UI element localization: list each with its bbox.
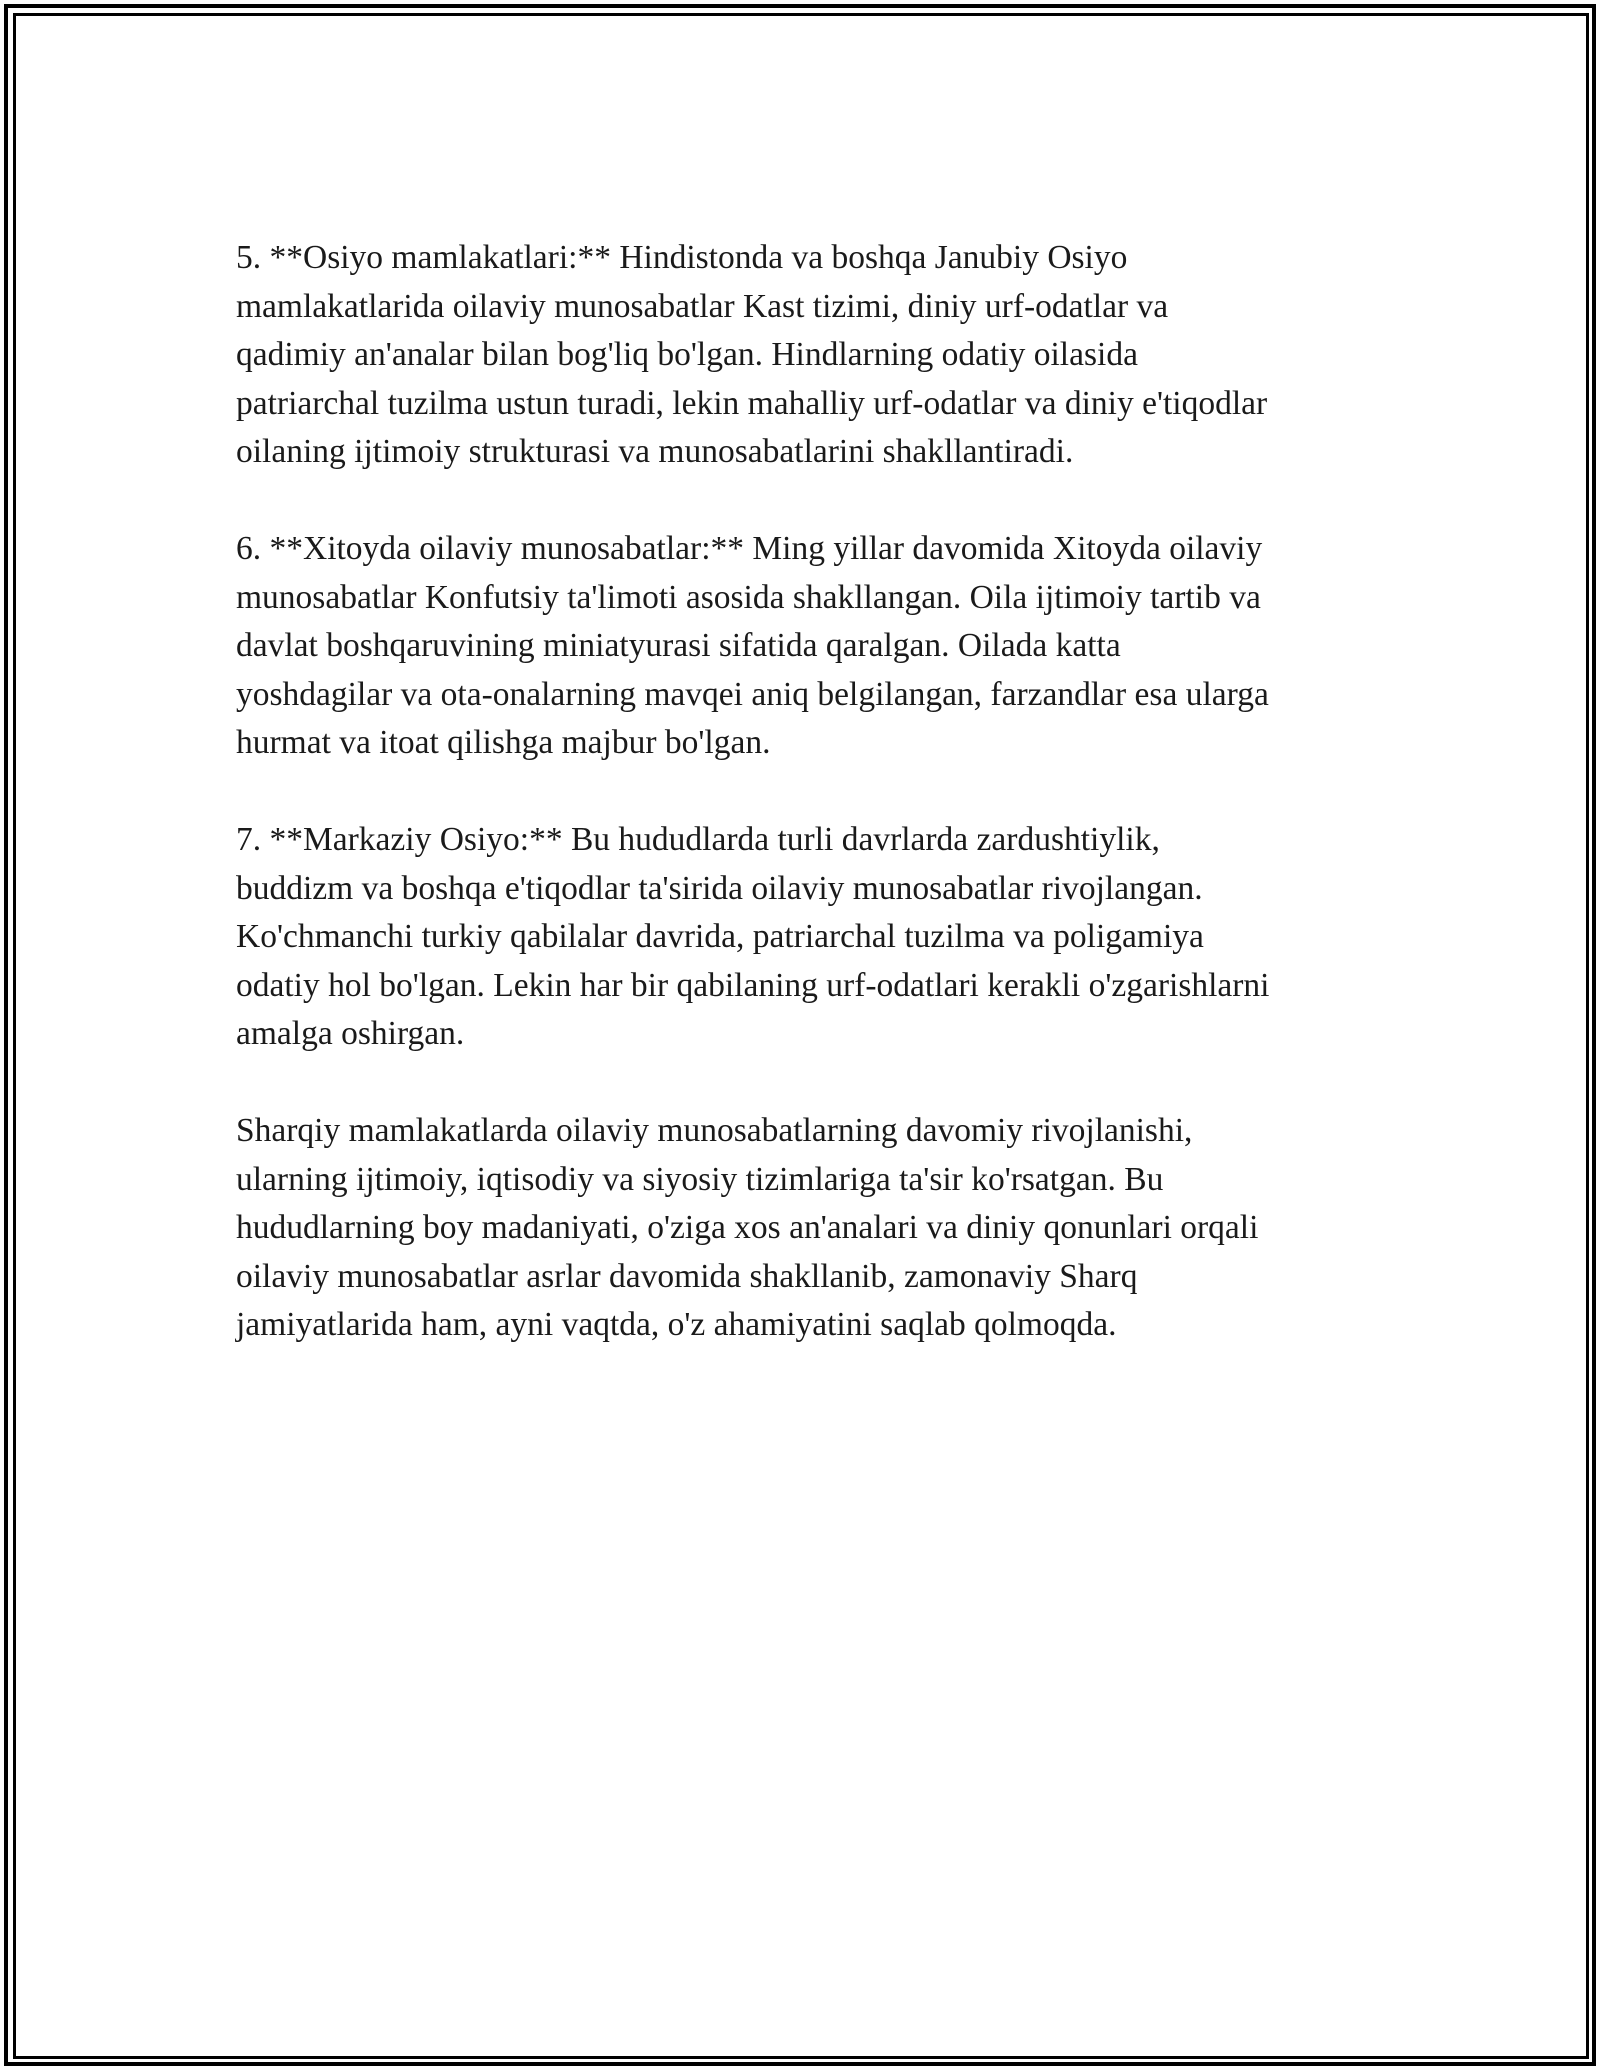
document-body (236, 234, 1396, 1398)
paragraph-markaziy-osiyo: 7. **Markaziy Osiyo:** Bu hududlarda turli davrlarda zardushtiylik, buddizm va boshqa e'tiqodlar ta'sirida oilaviy munosabatlar rivojlangan. Ko'chmanchi turkiy qabilalar davrida, patriarchal tuzilma va poligamiya odatiy hol bo'lgan. Lekin har bir qabilaning urf-odatlari kerakli o'zgarishlarni amalga oshirgan. (236, 821, 1270, 1052)
paragraph-xitoyda-oilaviy-munosabatlar: 6. **Xitoyda oilaviy munosabatlar:** Ming yillar davomida Xitoyda oilaviy munosabatlar Konfutsiy ta'limoti asosida shakllangan. Oila ijtimoiy tartib va davlat boshqaruvining miniatyurasi sifatida qaralgan. Oilada katta yoshdagilar va ota-onalarning mavqei aniq belgilangan, farzandlar esa ularga hurmat va itoat qilishga majbur bo'lgan. (236, 530, 1269, 761)
paragraph-osiyo-mamlakatlari: 5. **Osiyo mamlakatlari:** Hindistonda va boshqa Janubiy Osiyo mamlakatlarida oilaviy munosabatlar Kast tizimi, diniy urf-odatlar va qadimiy an'analar bilan bog'liq bo'lgan. Hindlarning odatiy oilasida patriarchal tuzilma ustun turadi, lekin mahalliy urf-odatlar va diniy e'tiqodlar oilaning ijtimoiy strukturasi va munosabatlarini shakllantiradi. (236, 239, 1268, 470)
paragraph-conclusion: Sharqiy mamlakatlarda oilaviy munosabatlarning davomiy rivojlanishi, ularning ijtimoiy, iqtisodiy va siyosiy tizimlariga ta'sir ko'rsatgan. Bu hududlarning boy madaniyati, o'ziga xos an'analari va diniy qonunlari orqali oilaviy munosabatlar asrlar davomida shakllanib, zamonaviy Sharq jamiyatlarida ham, ayni vaqtda, o'z ahamiyatini saqlab qolmoqda. (236, 1112, 1259, 1343)
